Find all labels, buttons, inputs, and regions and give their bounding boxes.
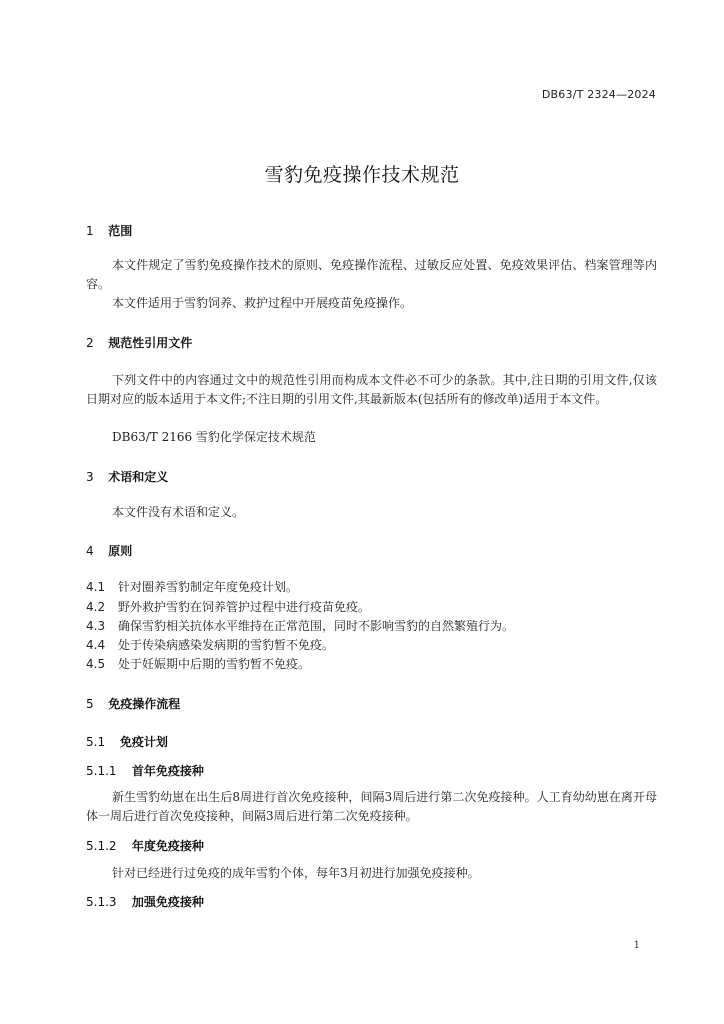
section-number: 5	[86, 697, 94, 711]
principle-item	[86, 617, 514, 634]
section-number: 3	[86, 470, 94, 484]
section-5-heading	[86, 695, 180, 712]
section-title: 规范性引用文件	[108, 336, 193, 350]
item-text: 确保雪豹相关抗体水平维持在正常范围，同时不影响雪豹的自然繁殖行为。	[118, 619, 515, 633]
item-text: 针对圈养雪豹制定年度免疫计划。	[118, 580, 299, 594]
principle-item	[86, 578, 298, 595]
section-1-paragraph-1: 本文件规定了雪豹免疫操作技术的原则、免疫操作流程、过敏反应处置、免疫效果评估、档案管理等内容。	[86, 258, 657, 291]
principle-item	[86, 655, 310, 672]
subsection-5-1-1-paragraph: 新生雪豹幼崽在出生后8周进行首次免疫接种，间隔3周后进行第二次免疫接种。人工育幼幼崽在离开母体一周后进行首次免疫接种，间隔3周后进行第二次免疫接种。	[86, 790, 657, 823]
subsection-5-1-2-paragraph: 针对已经进行过免疫的成年雪豹个体，每年3月初进行加强免疫接种。	[112, 866, 480, 880]
section-number: 2	[86, 336, 94, 350]
subsection-5-1-3-heading	[86, 893, 204, 910]
item-number: 4.2	[86, 600, 106, 614]
section-2-heading	[86, 334, 192, 351]
section-3-heading	[86, 468, 168, 485]
section-3-paragraph-1: 本文件没有术语和定义。	[112, 505, 245, 519]
item-number: 4.5	[86, 657, 106, 671]
item-number: 4.3	[86, 619, 106, 633]
page-number: 1	[633, 940, 640, 951]
item-number: 4.4	[86, 638, 106, 652]
subsection-title: 免疫计划	[119, 735, 168, 749]
subsection-number: 5.1.2	[86, 839, 117, 853]
principle-item	[86, 636, 334, 653]
subsection-title: 首年免疫接种	[131, 764, 204, 778]
subsection-title: 加强免疫接种	[131, 895, 204, 909]
subsection-number: 5.1.1	[86, 764, 117, 778]
section-4-heading	[86, 542, 132, 559]
section-1-paragraph-2: 本文件适用于雪豹饲养、救护过程中开展疫苗免疫操作。	[112, 296, 413, 310]
item-number: 4.1	[86, 580, 106, 594]
subsection-5-1-heading	[86, 733, 168, 750]
section-number: 1	[86, 224, 94, 238]
subsection-title: 年度免疫接种	[131, 839, 204, 853]
item-text: 处于传染病感染发病期的雪豹暂不免疫。	[118, 638, 335, 652]
standard-code: DB63/T 2324—2024	[541, 88, 656, 101]
subsection-5-1-2-heading	[86, 837, 204, 854]
section-title: 免疫操作流程	[108, 697, 181, 711]
subsection-number: 5.1	[86, 735, 106, 749]
section-number: 4	[86, 544, 94, 558]
section-1-heading	[86, 222, 132, 239]
principle-item	[86, 598, 370, 615]
item-text: 野外救护雪豹在饲养管护过程中进行疫苗免疫。	[118, 600, 371, 614]
section-title: 术语和定义	[108, 470, 169, 484]
subsection-5-1-1-heading	[86, 762, 204, 779]
item-text: 处于妊娠期中后期的雪豹暂不免疫。	[118, 657, 311, 671]
section-title: 原则	[108, 544, 133, 558]
subsection-number: 5.1.3	[86, 895, 117, 909]
section-2-reference-1: DB63/T 2166 雪豹化学保定技术规范	[112, 430, 316, 444]
section-2-paragraph-1: 下列文件中的内容通过文中的规范性引用而构成本文件必不可少的条款。其中,注日期的引用文件,仅该日期对应的版本适用于本文件;不注日期的引用文件,其最新版本(包括所有的修改单)适用于本文件。	[86, 373, 657, 406]
section-title: 范围	[108, 224, 133, 238]
document-title: 雪豹免疫操作技术规范	[264, 164, 460, 186]
